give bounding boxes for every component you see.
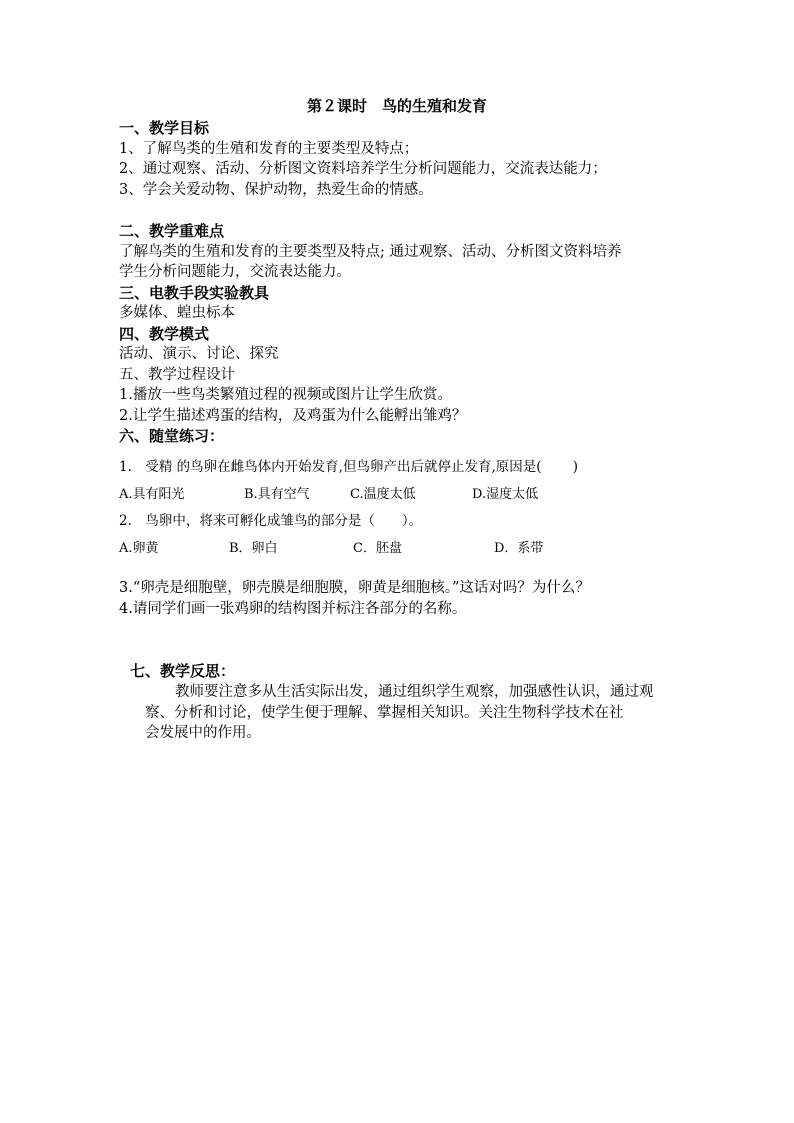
reflection-heading: 七、教学反思： xyxy=(130,662,236,680)
mode-heading: 四、教学模式 xyxy=(119,324,210,343)
objective-item: 1、了解鸟类的生殖和发育的主要类型及特点； xyxy=(119,140,419,157)
question-options xyxy=(119,485,689,505)
process-item: 1.播放一些鸟类繁殖过程的视频或图片让学生欣赏。 xyxy=(119,387,452,403)
objectives-heading: 一、教学目标 xyxy=(119,119,210,137)
question-options xyxy=(119,539,689,559)
question-2 xyxy=(119,511,689,559)
process-heading: 五、教学过程设计 xyxy=(119,366,235,383)
objective-item: 2、通过观察、活动、分析图文资料培养学生分析问题能力，交流表达能力； xyxy=(119,161,607,177)
option: C．胚盘 xyxy=(353,540,402,556)
practice-heading: 六、随堂练习： xyxy=(119,427,225,445)
page-title: 第２课时 鸟的生殖和发育 xyxy=(306,97,487,115)
option: B.具有空气 xyxy=(244,486,310,502)
option: D．系带 xyxy=(494,540,544,556)
option: A.具有阳光 xyxy=(119,486,185,502)
questions-open xyxy=(119,578,689,619)
reflection-line: 会发展中的作用。 xyxy=(145,725,261,741)
tools-text: 多媒体、蝗虫标本 xyxy=(119,305,235,321)
option: B．卵白 xyxy=(229,540,278,556)
section-key-points xyxy=(119,221,689,447)
question-1 xyxy=(119,457,689,505)
reflection-line: 察、分析和讨论，使学生便于理解、掌握相关知识。关注生物科学技术在社 xyxy=(145,704,624,721)
key-points-line: 学生分析问题能力，交流表达能力。 xyxy=(119,264,351,280)
mode-text: 活动、演示、讨论、探究 xyxy=(119,346,279,362)
objective-item: 3、学会关爱动物、保护动物，热爱生命的情感。 xyxy=(119,181,433,198)
question-4: 4.请同学们画一张鸡卵的结构图并标注各部分的名称。 xyxy=(119,600,467,617)
section-reflection xyxy=(130,661,700,682)
tools-heading: 三、电教手段实验教具 xyxy=(119,283,270,302)
option: D.湿度太低 xyxy=(472,486,539,502)
process-item: 2.让学生描述鸡蛋的结构，及鸡蛋为什么能孵出雏鸡？ xyxy=(119,407,467,424)
section-objectives xyxy=(119,118,689,200)
option: C.温度太低 xyxy=(350,486,416,502)
option: A.卵黄 xyxy=(119,540,159,556)
reflection-body xyxy=(145,682,685,744)
reflection-line: 教师要注意多从生活实际出发，通过组织学生观察，加强感性认识，通过观 xyxy=(175,684,654,700)
key-points-heading: 二、教学重难点 xyxy=(119,222,225,240)
question-3: 3.“卵壳是细胞壁，卵壳膜是细胞膜，卵黄是细胞核。”这话对吗？为什么？ xyxy=(119,580,590,596)
question-text: 1． 受精 的鸟卵在雌鸟体内开始发育,但鸟卵产出后就停止发育,原因是( ) xyxy=(119,459,579,475)
question-text: 2． 鸟卵中，将来可孵化成雏鸟的部分是（ ）。 xyxy=(119,513,423,529)
key-points-line: 了解鸟类的生殖和发育的主要类型及特点; 通过观察、活动、分析图文资料培养 xyxy=(119,243,622,260)
